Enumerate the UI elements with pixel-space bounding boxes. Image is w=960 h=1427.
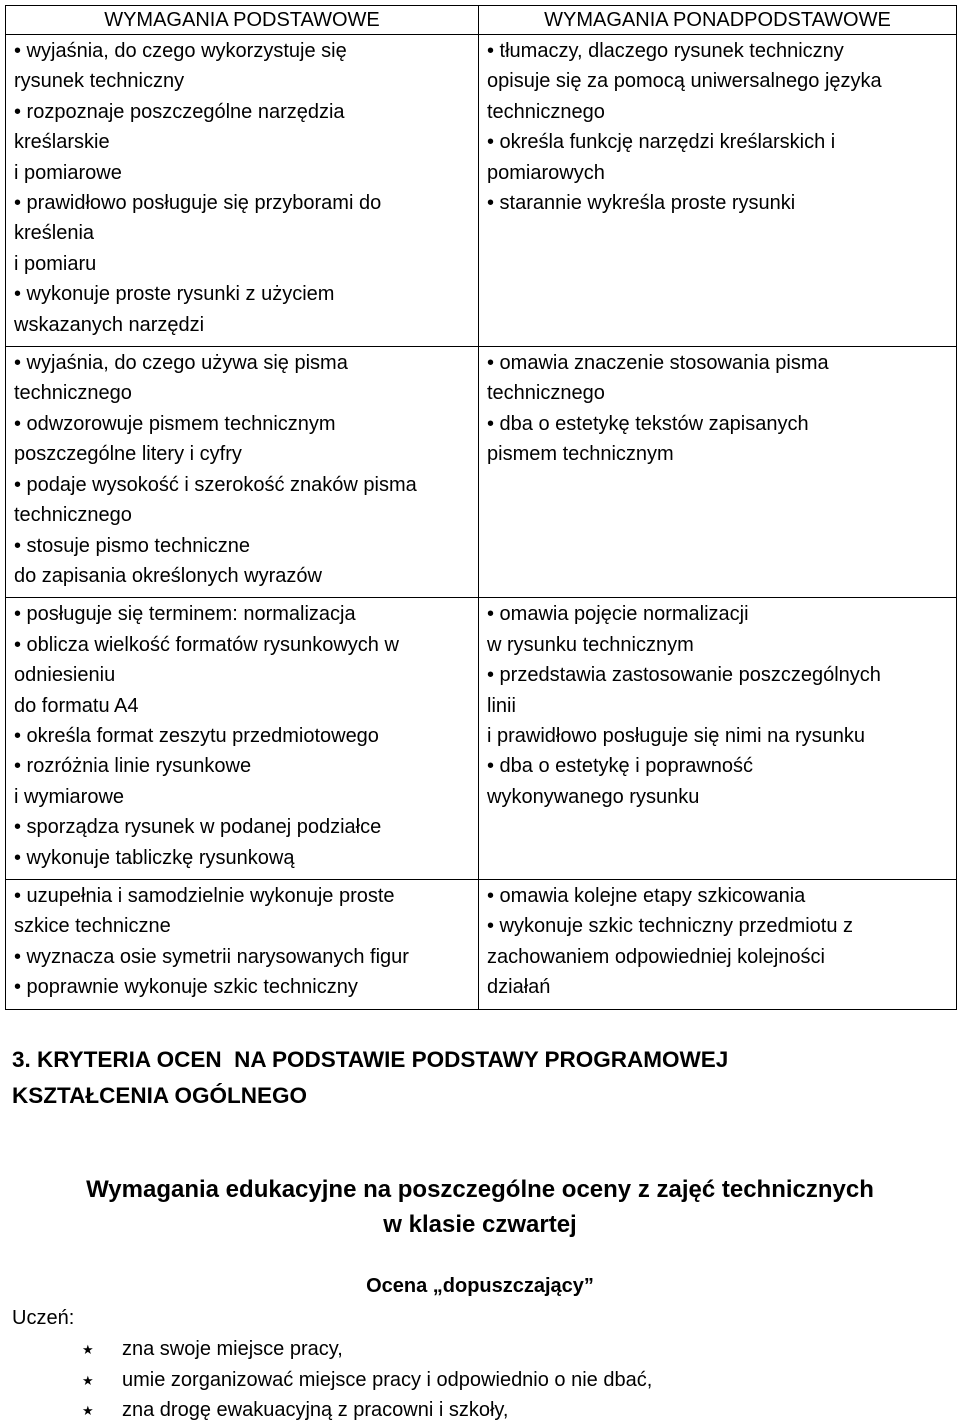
cell-text-line: • podaje wysokość i szerokość znaków pisma	[14, 473, 417, 496]
requirements-table	[5, 5, 957, 1010]
cell-basic	[6, 35, 479, 347]
cell-text-line: rysunek techniczny	[14, 70, 185, 93]
cell-text-line: technicznego	[487, 382, 605, 405]
cell-text-line: • przedstawia zastosowanie poszczególnych	[487, 664, 881, 687]
cell-advanced	[479, 347, 957, 598]
cell-basic	[6, 598, 479, 880]
section-heading	[12, 1042, 728, 1114]
cell-text-line: technicznego	[14, 382, 132, 405]
cell-text-line: • wykonuje tabliczkę rysunkową	[14, 846, 295, 869]
cell-text-line: do zapisania określonych wyrazów	[14, 564, 322, 587]
header-advanced: WYMAGANIA PONADPODSTAWOWE	[479, 6, 957, 35]
cell-text-line: • wyznacza osie symetrii narysowanych figur	[14, 945, 409, 968]
cell-text-line: • stosuje pismo techniczne	[14, 534, 251, 557]
table-row	[6, 598, 957, 880]
cell-text-line: • dba o estetykę i poprawność	[487, 755, 754, 778]
subtitle-line: Wymagania edukacyjne na poszczególne oceny z zajęć technicznych	[86, 1176, 874, 1203]
cell-text-line: • poprawnie wykonuje szkic techniczny	[14, 976, 358, 999]
cell-text-line: i wymiarowe	[14, 785, 125, 808]
cell-text-line: • uzupełnia i samodzielnie wykonuje proste	[14, 884, 395, 907]
cell-text-line: • omawia pojęcie normalizacji	[487, 603, 749, 626]
list-item-text: zna swoje miejsce pracy,	[122, 1338, 343, 1360]
cell-text-line: odniesieniu	[14, 664, 116, 687]
star-bullet-icon: ★	[82, 1403, 94, 1418]
cell-text-line: • posługuje się terminem: normalizacja	[14, 603, 356, 626]
cell-advanced	[479, 598, 957, 880]
list-item	[82, 1395, 652, 1426]
cell-text-line: poszczególne litery i cyfry	[14, 443, 242, 466]
cell-text-line: • sporządza rysunek w podanej podziałce	[14, 816, 382, 839]
table-header-row	[6, 6, 957, 35]
list-item	[82, 1365, 652, 1396]
cell-text-line: • dba o estetykę tekstów zapisanych	[487, 412, 809, 435]
cell-text-line: • oblicza wielkość formatów rysunkowych w	[14, 633, 399, 656]
cell-text-line: • rozpoznaje poszczególne narzędzia	[14, 100, 345, 123]
cell-basic	[6, 879, 479, 1009]
list-item	[82, 1334, 652, 1365]
cell-text-line: • wyjaśnia, do czego używa się pisma	[14, 352, 348, 375]
grade-heading: Ocena „dopuszczający”	[366, 1275, 594, 1297]
subtitle-line: w klasie czwartej	[383, 1211, 577, 1238]
cell-text-line: zachowaniem odpowiedniej kolejności	[487, 945, 825, 968]
cell-advanced	[479, 35, 957, 347]
cell-text-line: • określa funkcję narzędzi kreślarskich i	[487, 131, 836, 154]
cell-text-line: linii	[487, 694, 516, 717]
cell-text-line: • starannie wykreśla proste rysunki	[487, 192, 796, 215]
cell-text-line: i prawidłowo posługuje się nimi na rysunku	[487, 724, 865, 747]
cell-text-line: kreślarskie	[14, 131, 110, 154]
cell-text-line: • określa format zeszytu przedmiotowego	[14, 724, 379, 747]
cell-text-line: pismem technicznym	[487, 443, 674, 466]
section-heading-line: 3. KRYTERIA OCEN NA PODSTAWIE PODSTAWY PROGRAMOWEJ	[12, 1047, 729, 1072]
cell-text-line: pomiarowych	[487, 161, 605, 184]
list-item-text: zna drogę ewakuacyjną z pracowni i szkoły,	[122, 1399, 509, 1421]
cell-text-line: w rysunku technicznym	[487, 633, 694, 656]
section-heading-line: KSZTAŁCENIA OGÓLNEGO	[12, 1083, 307, 1108]
table-row	[6, 35, 957, 347]
cell-text-line: • wykonuje proste rysunki z użyciem	[14, 283, 335, 306]
cell-text-line: i pomiaru	[14, 252, 97, 275]
requirements-body	[6, 35, 957, 1010]
table-row	[6, 347, 957, 598]
header-basic: WYMAGANIA PODSTAWOWE	[6, 6, 479, 35]
cell-text-line: działań	[487, 976, 551, 999]
cell-text-line: • omawia kolejne etapy szkicowania	[487, 884, 806, 907]
document-subtitle	[0, 1172, 960, 1242]
cell-text-line: szkice techniczne	[14, 915, 171, 938]
cell-text-line: • tłumaczy, dlaczego rysunek techniczny	[487, 40, 844, 62]
cell-text-line: • rozróżnia linie rysunkowe	[14, 755, 252, 778]
student-label: Uczeń:	[12, 1307, 75, 1329]
table-row	[6, 879, 957, 1009]
cell-text-line: • wyjaśnia, do czego wykorzystuje się	[14, 40, 347, 62]
cell-text-line: • omawia znaczenie stosowania pisma	[487, 352, 829, 375]
list-item-text: umie zorganizować miejsce pracy i odpowiednio o nie dbać,	[122, 1368, 653, 1391]
cell-text-line: • prawidłowo posługuje się przyborami do	[14, 192, 382, 215]
cell-text-line: • wykonuje szkic techniczny przedmiotu z	[487, 915, 854, 938]
cell-text-line: do formatu A4	[14, 694, 139, 717]
star-bullet-icon: ★	[82, 1372, 94, 1388]
cell-text-line: wykonywanego rysunku	[487, 785, 700, 808]
cell-text-line: i pomiarowe	[14, 161, 122, 184]
star-bullet-icon: ★	[82, 1342, 94, 1357]
cell-text-line: technicznego	[487, 100, 605, 123]
cell-advanced	[479, 879, 957, 1009]
cell-text-line: • odwzorowuje pismem technicznym	[14, 412, 336, 435]
student-requirements-list	[82, 1334, 652, 1426]
cell-text-line: technicznego	[14, 504, 132, 527]
cell-text-line: wskazanych narzędzi	[14, 313, 205, 336]
cell-text-line: opisuje się za pomocą uniwersalnego języka	[487, 70, 882, 93]
cell-basic	[6, 347, 479, 598]
cell-text-line: kreślenia	[14, 222, 95, 245]
